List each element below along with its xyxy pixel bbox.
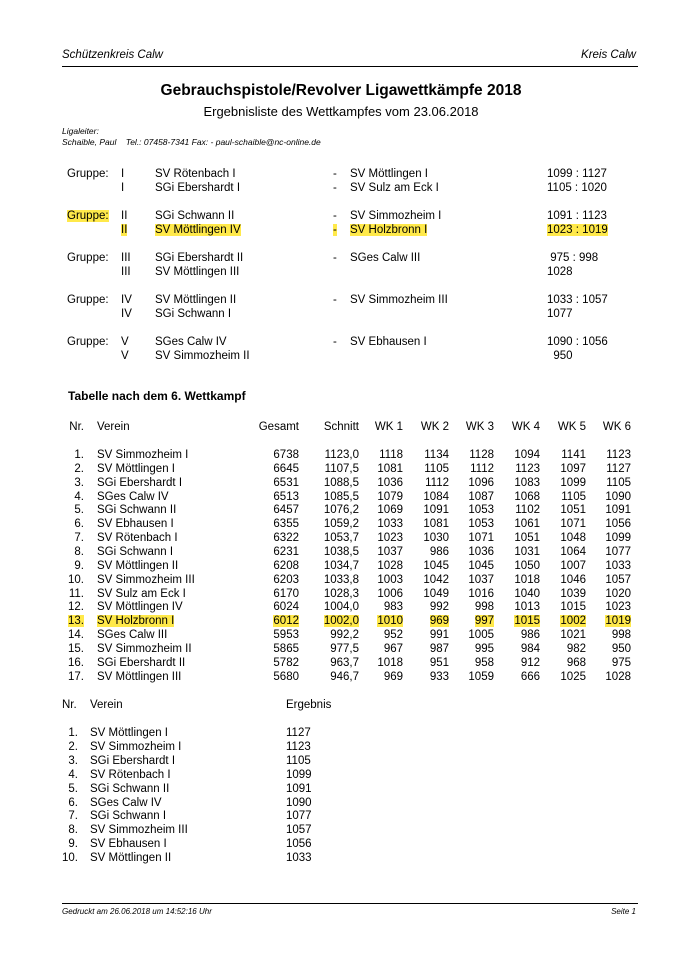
table-cell-value: 1045 (468, 560, 494, 572)
page-subtitle: Ergebnisliste des Wettkampfes vom 23.06.2018 (203, 104, 479, 119)
table-cell-value: 1123,0 (324, 449, 359, 461)
ranking-verein: SV Möttlingen I (90, 727, 168, 739)
table-cell-value: 967 (383, 643, 403, 655)
table-cell-value: 1105 (606, 477, 631, 489)
table-cell-value: 1105 (424, 463, 449, 475)
match-result: 975 : 998 (547, 252, 599, 264)
table-cell-value: 1018 (377, 657, 403, 669)
table-cell-value: 1037 (468, 574, 494, 586)
ranking-rank: 8. (68, 824, 78, 836)
table-cell-value: 1105 (561, 491, 586, 503)
away-team: SV Möttlingen I (350, 168, 428, 180)
column-header: Schnitt (323, 421, 359, 433)
table-cell-rank: 13. (68, 615, 84, 627)
table-cell-verein: SV Möttlingen II (97, 560, 179, 572)
table-cell-value: 1015 (514, 615, 540, 627)
ranking-result: 1123 (286, 741, 311, 753)
table-cell-value: 1068 (514, 491, 540, 503)
table-cell-verein: SGi Ebershardt I (97, 477, 183, 489)
away-team: SGes Calw III (350, 252, 421, 264)
table-cell-value: 1097 (560, 463, 586, 475)
table-cell-value: 968 (566, 657, 586, 669)
table-cell-value: 6012 (273, 615, 299, 627)
table-cell-value: 1096 (468, 477, 494, 489)
home-team: SV Möttlingen II (155, 294, 237, 306)
ranking-verein: SV Rötenbach I (90, 769, 171, 781)
home-team: SGes Calw IV (155, 336, 227, 348)
table-cell-value: 1123 (515, 463, 540, 475)
match-result: 1099 : 1127 (547, 168, 607, 180)
table-cell-value: 986 (429, 546, 449, 558)
ranking-result: 1099 (286, 769, 312, 781)
table-cell-value: 1028 (377, 560, 403, 572)
match-result: 1033 : 1057 (547, 294, 608, 306)
home-team: SV Rötenbach I (155, 168, 236, 180)
table-cell-value: 1081 (423, 518, 449, 530)
ranking-header-verein: Verein (90, 699, 123, 711)
table-cell-verein: SV Simmozheim III (97, 574, 195, 586)
footer-rule (62, 903, 638, 904)
table-cell-value: 1038,5 (323, 546, 359, 558)
table-cell-value: 1069 (377, 504, 403, 516)
ranking-result: 1090 (286, 797, 312, 809)
table-cell-value: 975 (611, 657, 631, 669)
column-header: Gesamt (258, 421, 299, 433)
table-cell-value: 6355 (273, 518, 299, 530)
home-team: SGi Schwann II (155, 210, 235, 222)
table-cell-value: 1033,8 (323, 574, 359, 586)
table-cell-value: 998 (611, 629, 631, 641)
column-header: WK 6 (602, 421, 631, 433)
ranking-result: 1057 (286, 824, 312, 836)
page-title: Gebrauchspistole/Revolver Ligawettkämpfe 2018 (160, 82, 522, 99)
table-cell-value: 912 (520, 657, 540, 669)
group-number: V (121, 350, 129, 362)
table-cell-value: 1049 (423, 588, 449, 600)
ranking-verein: SGi Ebershardt I (90, 755, 176, 767)
table-cell-verein: SV Ebhausen I (97, 518, 174, 530)
table-cell-value: 1045 (423, 560, 449, 572)
table-cell-value: 1050 (514, 560, 540, 572)
table-cell-value: 1031 (514, 546, 540, 558)
ranking-rank: 7. (68, 810, 78, 822)
table-cell-value: 984 (520, 643, 540, 655)
table-cell-verein: SV Simmozheim I (97, 449, 189, 461)
table-cell-value: 6531 (273, 477, 299, 489)
table-cell-verein: SV Möttlingen I (97, 463, 175, 475)
table-cell-value: 992 (429, 601, 449, 613)
table-cell-value: 1003 (377, 574, 403, 586)
group-number: V (121, 336, 129, 348)
table-cell-rank: 15. (68, 643, 84, 655)
table-cell-value: 986 (520, 629, 540, 641)
table-cell-value: 982 (566, 643, 586, 655)
column-header: WK 2 (420, 421, 449, 433)
group-label: Gruppe: (67, 294, 109, 306)
table-cell-value: 1033 (605, 560, 631, 572)
group-number: II (121, 210, 128, 222)
ranking-result: 1077 (286, 810, 312, 822)
ranking-verein: SV Simmozheim I (90, 741, 182, 753)
ranking-verein: SV Ebhausen I (90, 838, 167, 850)
table-cell-value: 6231 (273, 546, 299, 558)
table-cell-value: 5953 (273, 629, 299, 641)
table-cell-value: 1010 (377, 615, 403, 627)
table-cell-value: 1107,5 (324, 463, 359, 475)
table-cell-rank: 4. (74, 491, 84, 503)
home-team: SGi Ebershardt II (155, 252, 244, 264)
table-cell-value: 1081 (377, 463, 403, 475)
match-dash: - (333, 252, 337, 264)
table-cell-value: 6170 (273, 588, 299, 600)
table-cell-value: 1083 (514, 477, 540, 489)
group-label: Gruppe: (67, 336, 109, 348)
ranking-result: 1105 (286, 755, 311, 767)
table-cell-value: 1123 (606, 449, 631, 461)
header-left: Schützenkreis Calw (62, 49, 163, 61)
away-team: SV Holzbronn I (350, 224, 428, 236)
table-cell-value: 6457 (273, 504, 299, 516)
table-cell-value: 1039 (560, 588, 586, 600)
table-cell-value: 1118 (379, 449, 403, 461)
table-cell-rank: 11. (68, 588, 84, 600)
group-number: I (121, 182, 125, 194)
table-cell-value: 5782 (273, 657, 299, 669)
group-label: Gruppe: (67, 252, 109, 264)
table-cell-value: 987 (429, 643, 449, 655)
table-cell-value: 1002,0 (323, 615, 359, 627)
table-cell-value: 1046 (560, 574, 586, 586)
match-result: 1077 (547, 308, 573, 320)
table-cell-value: 995 (474, 643, 494, 655)
table-cell-value: 950 (611, 643, 631, 655)
table-cell-rank: 12. (68, 601, 84, 613)
ranking-rank: 10. (62, 852, 78, 864)
table-heading: Tabelle nach dem 6. Wettkampf (68, 389, 246, 403)
ranking-verein: SV Simmozheim III (90, 824, 188, 836)
ranking-verein: SGes Calw IV (90, 797, 162, 809)
table-cell-value: 1037 (377, 546, 403, 558)
table-cell-verein: SV Sulz am Eck I (97, 588, 186, 600)
table-cell-rank: 3. (74, 477, 84, 489)
match-result: 1023 : 1019 (547, 224, 608, 236)
table-cell-value: 1013 (514, 601, 540, 613)
table-cell-value: 1061 (514, 518, 540, 530)
footer-left: Gedruckt am 26.06.2018 um 14:52:16 Uhr (62, 907, 212, 916)
column-header: Nr. (69, 421, 84, 433)
table-cell-value: 1016 (468, 588, 494, 600)
table-cell-value: 6645 (273, 463, 299, 475)
table-cell-value: 1006 (377, 588, 403, 600)
column-header: WK 5 (557, 421, 586, 433)
table-cell-value: 1102 (515, 504, 540, 516)
away-team: SV Simmozheim III (350, 294, 448, 306)
table-cell-value: 1025 (560, 671, 586, 683)
table-cell-value: 1059,2 (323, 518, 359, 530)
table-cell-value: 969 (429, 615, 449, 627)
table-cell-value: 991 (429, 629, 449, 641)
table-cell-value: 1088,5 (323, 477, 359, 489)
match-dash: - (333, 294, 337, 306)
table-cell-value: 992,2 (330, 629, 359, 641)
table-cell-rank: 5. (74, 504, 84, 516)
table-cell-value: 1053 (468, 504, 494, 516)
table-cell-value: 1040 (514, 588, 540, 600)
home-team: SV Möttlingen IV (155, 224, 241, 236)
table-cell-value: 997 (474, 615, 494, 627)
group-number: I (121, 168, 125, 180)
table-cell-value: 1042 (423, 574, 449, 586)
ranking-header-nr: Nr. (62, 699, 77, 711)
ranking-rank: 9. (68, 838, 78, 850)
home-team: SV Simmozheim II (155, 350, 250, 362)
ranking-result: 1033 (286, 852, 312, 864)
table-cell-verein: SGi Schwann I (97, 546, 174, 558)
table-cell-value: 1071 (560, 518, 586, 530)
match-result: 1105 : 1020 (547, 182, 607, 194)
column-header: Verein (97, 421, 130, 433)
table-cell-value: 1076,2 (323, 504, 359, 516)
table-cell-rank: 2. (74, 463, 84, 475)
table-cell-value: 1059 (468, 671, 494, 683)
table-cell-value: 1028 (605, 671, 631, 683)
table-cell-value: 6322 (273, 532, 299, 544)
table-cell-value: 1128 (469, 449, 494, 461)
table-cell-rank: 14. (68, 629, 84, 641)
table-cell-value: 1071 (468, 532, 494, 544)
table-cell-value: 1079 (377, 491, 403, 503)
ligaleiter-contact: Schaible, Paul Tel.: 07458-7341 Fax: - paul-schaible@nc-online.de (62, 137, 321, 147)
away-team: SV Ebhausen I (350, 336, 427, 348)
home-team: SGi Schwann I (155, 308, 232, 320)
header-right: Kreis Calw (581, 49, 636, 61)
home-team: SV Möttlingen III (155, 266, 240, 278)
home-team: SGi Ebershardt I (155, 182, 241, 194)
ranking-rank: 4. (68, 769, 78, 781)
table-cell-value: 1099 (605, 532, 631, 544)
table-cell-value: 1134 (424, 449, 449, 461)
table-cell-value: 6513 (273, 491, 299, 503)
table-cell-value: 1087 (468, 491, 494, 503)
table-cell-rank: 7. (74, 532, 84, 544)
table-cell-verein: SV Möttlingen IV (97, 601, 183, 613)
table-cell-verein: SV Rötenbach I (97, 532, 178, 544)
ranking-verein: SV Möttlingen II (90, 852, 172, 864)
table-cell-value: 1090 (605, 491, 631, 503)
table-cell-value: 6024 (273, 601, 299, 613)
table-cell-rank: 17. (68, 671, 84, 683)
match-result: 950 (547, 350, 573, 362)
table-cell-value: 1036 (377, 477, 403, 489)
table-cell-value: 1053 (468, 518, 494, 530)
match-result: 1090 : 1056 (547, 336, 608, 348)
table-cell-rank: 1. (74, 449, 84, 461)
match-dash: - (333, 336, 337, 348)
table-cell-value: 1048 (560, 532, 586, 544)
table-cell-value: 1094 (514, 449, 540, 461)
group-label: Gruppe: (67, 210, 109, 222)
group-number: II (121, 224, 128, 236)
ranking-rank: 3. (68, 755, 78, 767)
table-cell-value: 1004,0 (323, 601, 359, 613)
table-cell-rank: 6. (74, 518, 84, 530)
table-cell-verein: SGi Ebershardt II (97, 657, 186, 669)
ranking-rank: 2. (68, 741, 78, 753)
table-cell-value: 1005 (468, 629, 494, 641)
table-cell-value: 1053,7 (323, 532, 359, 544)
table-cell-value: 1051 (560, 504, 586, 516)
table-cell-value: 1002 (560, 615, 586, 627)
group-number: III (121, 252, 131, 264)
table-cell-value: 958 (474, 657, 494, 669)
table-cell-value: 6738 (273, 449, 299, 461)
table-cell-value: 6203 (273, 574, 299, 586)
group-number: IV (121, 294, 132, 306)
column-header: WK 4 (511, 421, 540, 433)
table-cell-value: 1141 (561, 449, 586, 461)
table-cell-value: 951 (429, 657, 449, 669)
table-cell-value: 983 (383, 601, 403, 613)
table-cell-verein: SGes Calw III (97, 629, 168, 641)
table-cell-value: 1023 (377, 532, 403, 544)
ranking-verein: SGi Schwann II (90, 783, 170, 795)
table-cell-value: 1033 (377, 518, 403, 530)
group-number: III (121, 266, 131, 278)
table-cell-rank: 10. (68, 574, 84, 586)
table-cell-value: 1127 (606, 463, 631, 475)
table-cell-value: 1028,3 (323, 588, 359, 600)
match-result: 1028 (547, 266, 573, 278)
table-cell-value: 1051 (514, 532, 540, 544)
table-cell-value: 1056 (605, 518, 631, 530)
table-cell-value: 1084 (423, 491, 449, 503)
match-dash: - (333, 210, 337, 222)
table-cell-value: 952 (383, 629, 403, 641)
table-cell-value: 998 (474, 601, 494, 613)
ranking-header-ergebnis: Ergebnis (286, 699, 332, 711)
header-rule (62, 66, 638, 67)
ranking-result: 1056 (286, 838, 312, 850)
table-cell-verein: SV Simmozheim II (97, 643, 192, 655)
table-cell-value: 1007 (560, 560, 586, 572)
match-result: 1091 : 1123 (547, 210, 607, 222)
table-cell-verein: SGi Schwann II (97, 504, 177, 516)
table-cell-value: 977,5 (330, 643, 359, 655)
table-cell-value: 5865 (273, 643, 299, 655)
table-cell-value: 1036 (468, 546, 494, 558)
column-header: WK 3 (465, 421, 494, 433)
ranking-verein: SGi Schwann I (90, 810, 167, 822)
table-cell-value: 933 (429, 671, 449, 683)
table-cell-rank: 9. (74, 560, 84, 572)
table-cell-value: 1020 (605, 588, 631, 600)
table-cell-value: 1057 (605, 574, 631, 586)
table-cell-value: 1018 (514, 574, 540, 586)
table-cell-verein: SV Holzbronn I (97, 615, 175, 627)
ranking-rank: 5. (68, 783, 78, 795)
match-dash: - (333, 168, 337, 180)
table-cell-value: 1021 (560, 629, 586, 641)
table-cell-value: 1112 (470, 463, 494, 475)
ranking-result: 1091 (286, 783, 312, 795)
table-cell-verein: SV Möttlingen III (97, 671, 182, 683)
table-cell-rank: 16. (68, 657, 84, 669)
table-cell-value: 1077 (605, 546, 631, 558)
table-cell-value: 963,7 (330, 657, 359, 669)
match-dash: - (333, 224, 337, 236)
group-number: IV (121, 308, 132, 320)
table-cell-verein: SGes Calw IV (97, 491, 169, 503)
table-cell-value: 946,7 (330, 671, 359, 683)
ranking-result: 1127 (286, 727, 311, 739)
table-cell-value: 666 (520, 671, 540, 683)
table-cell-value: 969 (383, 671, 403, 683)
table-cell-value: 1085,5 (323, 491, 359, 503)
table-cell-value: 6208 (273, 560, 299, 572)
table-cell-rank: 8. (74, 546, 84, 558)
table-cell-value: 1091 (423, 504, 449, 516)
ligaleiter-label: Ligaleiter: (62, 126, 99, 136)
table-cell-value: 5680 (273, 671, 299, 683)
group-label: Gruppe: (67, 168, 109, 180)
table-cell-value: 1015 (560, 601, 586, 613)
table-cell-value: 1112 (425, 477, 449, 489)
away-team: SV Sulz am Eck I (350, 182, 439, 194)
table-cell-value: 1034,7 (323, 560, 359, 572)
table-cell-value: 1019 (605, 615, 631, 627)
table-cell-value: 1099 (560, 477, 586, 489)
column-header: WK 1 (374, 421, 403, 433)
ranking-rank: 1. (68, 727, 78, 739)
table-cell-value: 1064 (560, 546, 586, 558)
table-cell-value: 1023 (605, 601, 631, 613)
ranking-rank: 6. (68, 797, 78, 809)
away-team: SV Simmozheim I (350, 210, 442, 222)
table-cell-value: 1030 (423, 532, 449, 544)
match-dash: - (333, 182, 337, 194)
table-cell-value: 1091 (605, 504, 631, 516)
footer-right: Seite 1 (611, 907, 636, 916)
